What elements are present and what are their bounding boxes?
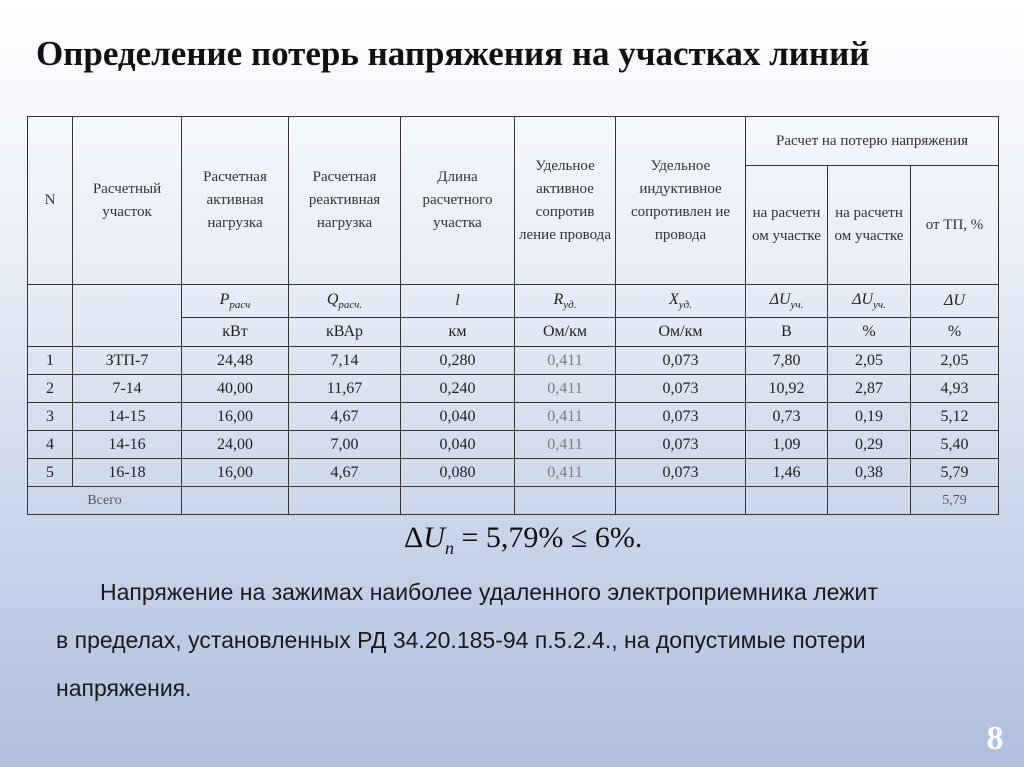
table-row — [28, 459, 999, 487]
cell-r: 0,411 — [515, 347, 616, 375]
cell-x: 0,073 — [616, 459, 746, 487]
total-empty — [401, 487, 515, 515]
unit-p: кВт — [182, 318, 289, 347]
symbol-p: $P_{расч}$ — [182, 285, 289, 318]
symbol-spacer-section — [73, 285, 182, 347]
cell-r: 0,411 — [515, 459, 616, 487]
unit-du-v: В — [746, 318, 828, 347]
cell-p: 16,00 — [182, 403, 289, 431]
header-r-spec: Удельное активное сопротив ление провода — [515, 117, 616, 285]
table-row — [28, 431, 999, 459]
total-label: Всего — [28, 487, 182, 515]
cell-n: 1 — [28, 347, 73, 375]
paragraph-line-1: Напряжение на зажимах наиболее удаленного электроприемника лежит — [100, 579, 878, 605]
cell-l: 0,240 — [401, 375, 515, 403]
total-empty — [616, 487, 746, 515]
cell-du-pct: 0,29 — [828, 431, 911, 459]
page-number: 8 — [986, 720, 1004, 757]
conclusion-paragraph — [56, 568, 996, 712]
cell-x: 0,073 — [616, 375, 746, 403]
cell-du-tp: 2,05 — [911, 347, 999, 375]
header-row-1 — [28, 117, 999, 166]
cell-p: 24,48 — [182, 347, 289, 375]
unit-x: Ом/км — [616, 318, 746, 347]
cell-x: 0,073 — [616, 347, 746, 375]
formula-rest: = 5,79% ≤ 6%. — [461, 521, 643, 554]
cell-du-tp: 5,79 — [911, 459, 999, 487]
cell-l: 0,080 — [401, 459, 515, 487]
symbol-x: $X_{уд.}$ — [616, 285, 746, 318]
cell-du-pct: 0,38 — [828, 459, 911, 487]
table-body — [28, 347, 999, 487]
cell-du-v: 10,92 — [746, 375, 828, 403]
cell-section: 14-15 — [73, 403, 182, 431]
symbol-spacer-n — [28, 285, 73, 347]
formula-u: U — [423, 521, 445, 554]
unit-l: км — [401, 318, 515, 347]
header-du-v: на расчетн ом участке — [746, 166, 828, 285]
total-empty — [515, 487, 616, 515]
symbol-row — [28, 285, 999, 318]
header-du-tp: от ТП, % — [911, 166, 999, 285]
cell-p: 24,00 — [182, 431, 289, 459]
table-row — [28, 403, 999, 431]
formula-sub: п — [444, 538, 454, 558]
symbol-r: $R_{уд.}$ — [515, 285, 616, 318]
cell-p: 16,00 — [182, 459, 289, 487]
total-row — [28, 487, 999, 515]
cell-r: 0,411 — [515, 375, 616, 403]
cell-du-v: 7,80 — [746, 347, 828, 375]
cell-p: 40,00 — [182, 375, 289, 403]
total-empty — [746, 487, 828, 515]
header-x-spec: Удельное индуктивное сопротивлен ие провода — [616, 117, 746, 285]
header-active-load: Расчетная активная нагрузка — [182, 117, 289, 285]
header-du-pct: на расчетн ом участке — [828, 166, 911, 285]
cell-r: 0,411 — [515, 431, 616, 459]
header-length: Длина расчетного участка — [401, 117, 515, 285]
cell-q: 11,67 — [289, 375, 401, 403]
unit-du-pct: % — [828, 318, 911, 347]
cell-r: 0,411 — [515, 403, 616, 431]
cell-section: 14-16 — [73, 431, 182, 459]
table-row — [28, 347, 999, 375]
unit-q: кВАр — [289, 318, 401, 347]
cell-x: 0,073 — [616, 403, 746, 431]
cell-section: ЗТП-7 — [73, 347, 182, 375]
header-reactive-load: Расчетная реактивная нагрузка — [289, 117, 401, 285]
cell-du-v: 1,46 — [746, 459, 828, 487]
table-row — [28, 375, 999, 403]
cell-section: 16-18 — [73, 459, 182, 487]
cell-du-v: 0,73 — [746, 403, 828, 431]
paragraph-line-2: в пределах, установленных РД 34.20.185-94 п.5.2.4., на допустимые потери — [56, 627, 866, 653]
formula-delta: Δ — [404, 521, 424, 554]
symbol-l: l — [401, 285, 515, 318]
cell-du-pct: 2,87 — [828, 375, 911, 403]
total-empty — [828, 487, 911, 515]
cell-du-pct: 2,05 — [828, 347, 911, 375]
cell-n: 2 — [28, 375, 73, 403]
cell-n: 5 — [28, 459, 73, 487]
cell-q: 4,67 — [289, 403, 401, 431]
cell-l: 0,280 — [401, 347, 515, 375]
header-group: Расчет на потерю напряжения — [746, 117, 999, 166]
cell-q: 4,67 — [289, 459, 401, 487]
symbol-q: $Q_{расч.}$ — [289, 285, 401, 318]
unit-du-tp: % — [911, 318, 999, 347]
voltage-loss-table — [27, 116, 999, 515]
total-empty — [182, 487, 289, 515]
cell-q: 7,14 — [289, 347, 401, 375]
cell-q: 7,00 — [289, 431, 401, 459]
cell-n: 3 — [28, 403, 73, 431]
cell-du-tp: 4,93 — [911, 375, 999, 403]
cell-n: 4 — [28, 431, 73, 459]
header-n: N — [28, 117, 73, 285]
cell-du-tp: 5,12 — [911, 403, 999, 431]
cell-x: 0,073 — [616, 431, 746, 459]
cell-du-v: 1,09 — [746, 431, 828, 459]
symbol-du-tp: ΔU — [911, 285, 999, 318]
slide-title: Определение потерь напряжения на участках линий — [36, 34, 870, 73]
cell-du-tp: 5,40 — [911, 431, 999, 459]
total-empty — [289, 487, 401, 515]
cell-l: 0,040 — [401, 403, 515, 431]
cell-section: 7-14 — [73, 375, 182, 403]
cell-l: 0,040 — [401, 431, 515, 459]
symbol-du-v: $\Delta U_{уч.}$ — [746, 285, 828, 318]
header-section: Расчетный участок — [73, 117, 182, 285]
cell-du-pct: 0,19 — [828, 403, 911, 431]
unit-r: Ом/км — [515, 318, 616, 347]
voltage-loss-formula — [404, 521, 724, 559]
paragraph-line-3: напряжения. — [56, 675, 192, 701]
symbol-du-pct: $\Delta U_{уч.}$ — [828, 285, 911, 318]
total-value: 5,79 — [911, 487, 999, 515]
